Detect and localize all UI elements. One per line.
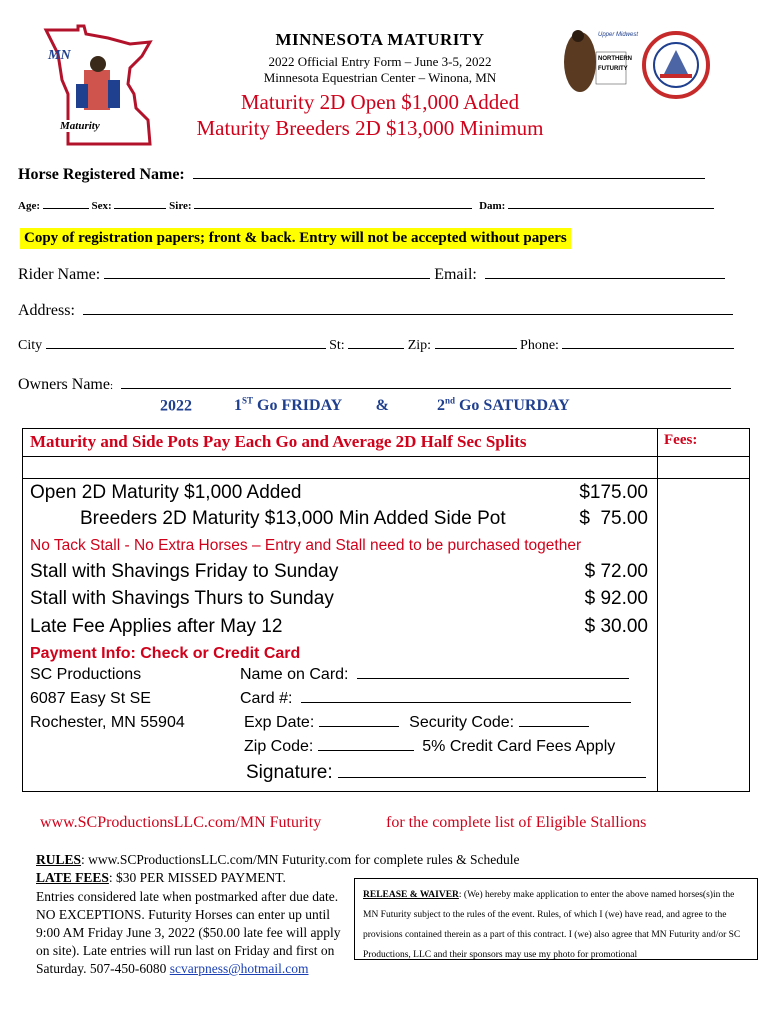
fees-header-divider: [22, 456, 750, 457]
city-line[interactable]: [46, 348, 326, 349]
state-label: St:: [329, 338, 345, 353]
exp-date-label: Exp Date:: [244, 714, 315, 731]
rider-line[interactable]: [104, 278, 430, 279]
second-go: [437, 397, 570, 414]
late-entry-rules: [36, 888, 348, 978]
go-year: 2022: [160, 397, 192, 415]
fees-column-header: Fees:: [664, 432, 698, 448]
first-go-text: Go FRIDAY: [253, 397, 342, 415]
card-number-line[interactable]: [301, 702, 631, 703]
address-row: [18, 302, 733, 320]
page-title: MINNESOTA MATURITY: [275, 30, 485, 49]
signature-line[interactable]: [338, 777, 646, 778]
address-line[interactable]: [83, 314, 733, 315]
rules-label: RULES: [36, 852, 82, 867]
event-location: Minnesota Equestrian Center – Winona, MN: [263, 70, 497, 85]
breeders-headline: Maturity Breeders 2D $13,000 Minimum: [196, 116, 544, 140]
name-on-card-field[interactable]: [240, 666, 629, 684]
name-on-card-label: Name on Card:: [240, 666, 349, 683]
horse-name-field[interactable]: [18, 166, 705, 184]
security-code-line[interactable]: [519, 726, 589, 727]
signature-label: Signature:: [246, 762, 333, 783]
city-label: City: [18, 338, 43, 353]
zip-fees-row: [244, 738, 615, 756]
second-go-sup: nd: [444, 396, 455, 406]
exp-date-line[interactable]: [319, 726, 399, 727]
card-zip-label: Zip Code:: [244, 738, 314, 755]
address-label: Address:: [18, 302, 75, 319]
open-maturity-item: Open 2D Maturity $1,000 Added: [30, 482, 302, 503]
sire-line[interactable]: [194, 208, 472, 209]
card-zip-line[interactable]: [318, 750, 414, 751]
fees-column-divider: [657, 428, 658, 792]
phone-line[interactable]: [562, 348, 734, 349]
first-go-sup: ST: [242, 396, 254, 406]
late-fees-text: : $30 PER MISSED PAYMENT.: [108, 870, 286, 885]
event-dates: 2022 Official Entry Form – June 3-5, 2022: [268, 54, 492, 69]
open-headline: Maturity 2D Open $1,000 Added: [240, 90, 520, 114]
futurity-logo-text2: NORTHERN: [598, 56, 632, 62]
payee-name: SC Productions: [30, 666, 142, 683]
stall-thursday-price: $ 92.00: [584, 588, 648, 609]
fees-blank-row-divider: [22, 478, 750, 479]
stall-friday-item: Stall with Shavings Friday to Sunday: [30, 561, 339, 582]
name-on-card-line[interactable]: [357, 678, 629, 679]
rider-label: Rider Name:: [18, 266, 101, 283]
signature-field[interactable]: [246, 762, 646, 784]
city-state-zip-row: [18, 338, 734, 354]
sc-productions-badge: [640, 30, 712, 100]
fees-table-header: Maturity and Side Pots Pay Each Go and Average 2D Half Sec Splits: [30, 432, 527, 451]
go-ampersand: &: [375, 397, 389, 415]
futurity-logo: [560, 22, 639, 100]
late-fees-line: [36, 870, 286, 886]
dam-label: Dam:: [479, 200, 506, 212]
rules-line: [36, 852, 519, 868]
stallions-note: for the complete list of Eligible Stallions: [386, 814, 647, 831]
payee-street: 6087 Easy St SE: [30, 690, 151, 707]
contact-email-link[interactable]: scvarpness@hotmail.com: [169, 961, 309, 976]
second-go-text: Go SATURDAY: [454, 397, 570, 415]
phone-label: Phone:: [520, 338, 559, 353]
late-fee-price: $ 30.00: [584, 616, 648, 637]
release-waiver-box: [354, 878, 758, 960]
dam-line[interactable]: [508, 208, 714, 209]
sex-line[interactable]: [114, 208, 166, 209]
age-line[interactable]: [43, 208, 89, 209]
mn-logo-text: MN: [48, 48, 71, 63]
registration-warning: Copy of registration papers; front & back. Entry will not be accepted without papers: [20, 228, 571, 249]
state-line[interactable]: [348, 348, 404, 349]
site-link[interactable]: www.SCProductionsLLC.com/MN Futurity: [40, 814, 322, 831]
release-text: : (We) hereby make application to enter the above named horses(s)in the MN Futurity subject to the rules of the event. Rules, of which I (we) have read, and agree to the provisions contained therein as a part of this contract. I (we) also agree that MN Futurity and/or SC Productions, LLC and their sponsors may use my photo for promotional: [363, 890, 741, 960]
sex-label: Sex:: [91, 200, 112, 212]
owners-colon: :: [109, 380, 114, 392]
open-maturity-price: $175.00: [579, 482, 648, 503]
futurity-logo-text: Upper Midwest: [598, 32, 639, 38]
zip-label: Zip:: [407, 338, 432, 353]
email-line[interactable]: [485, 278, 725, 279]
age-sex-sire-dam-row: [18, 200, 714, 212]
age-label: Age:: [18, 200, 40, 212]
owners-line[interactable]: [121, 388, 731, 389]
stall-notice: No Tack Stall - No Extra Horses – Entry and Stall need to be purchased together: [30, 537, 582, 554]
breeders-maturity-price: $ 75.00: [579, 508, 648, 529]
stall-thursday-item: Stall with Shavings Thurs to Sunday: [30, 588, 334, 609]
security-code-label: Security Code:: [409, 714, 515, 731]
rules-text: : www.SCProductionsLLC.com/MN Futurity.com for complete rules & Schedule: [81, 852, 520, 867]
go-schedule-row: [160, 396, 570, 415]
card-number-label: Card #:: [240, 690, 293, 707]
zip-line[interactable]: [435, 348, 517, 349]
payment-header: Payment Info: Check or Credit Card: [30, 645, 301, 662]
payee-city: Rochester, MN 55904: [30, 714, 185, 731]
rider-email-row: [18, 266, 725, 284]
horse-name-line[interactable]: [193, 178, 705, 179]
owners-row: [18, 376, 731, 394]
card-number-field[interactable]: [240, 690, 631, 708]
late-fee-item: Late Fee Applies after May 12: [30, 616, 283, 637]
second-go-number: 2: [436, 397, 445, 415]
first-go: [234, 397, 342, 414]
email-label: Email:: [434, 266, 477, 283]
late-fees-label: LATE FEES: [36, 870, 109, 885]
breeders-maturity-item: Breeders 2D Maturity $13,000 Min Added Side Pot: [80, 508, 506, 529]
futurity-logo-text3: FUTURITY: [598, 66, 628, 72]
late-entry-text: Entries considered late when postmarked after due date. NO EXCEPTIONS. Futurity Horses can enter up until 9:00 AM Friday June 3, 2022 ($50.00 late fee will apply on site). Late entries will run last on Friday and first on Saturday. 507-450-6080: [36, 889, 341, 976]
maturity-logo-text: Maturity: [60, 120, 100, 132]
sire-label: Sire:: [169, 200, 192, 212]
cc-fees-note: 5% Credit Card Fees Apply: [422, 738, 616, 755]
first-go-number: 1: [234, 397, 242, 415]
release-label: RELEASE & WAIVER: [363, 890, 459, 900]
horse-name-label: Horse Registered Name:: [18, 166, 185, 183]
exp-security-row: [244, 714, 589, 732]
stall-friday-price: $ 72.00: [584, 561, 648, 582]
owners-label: Owners Name: [18, 376, 110, 393]
